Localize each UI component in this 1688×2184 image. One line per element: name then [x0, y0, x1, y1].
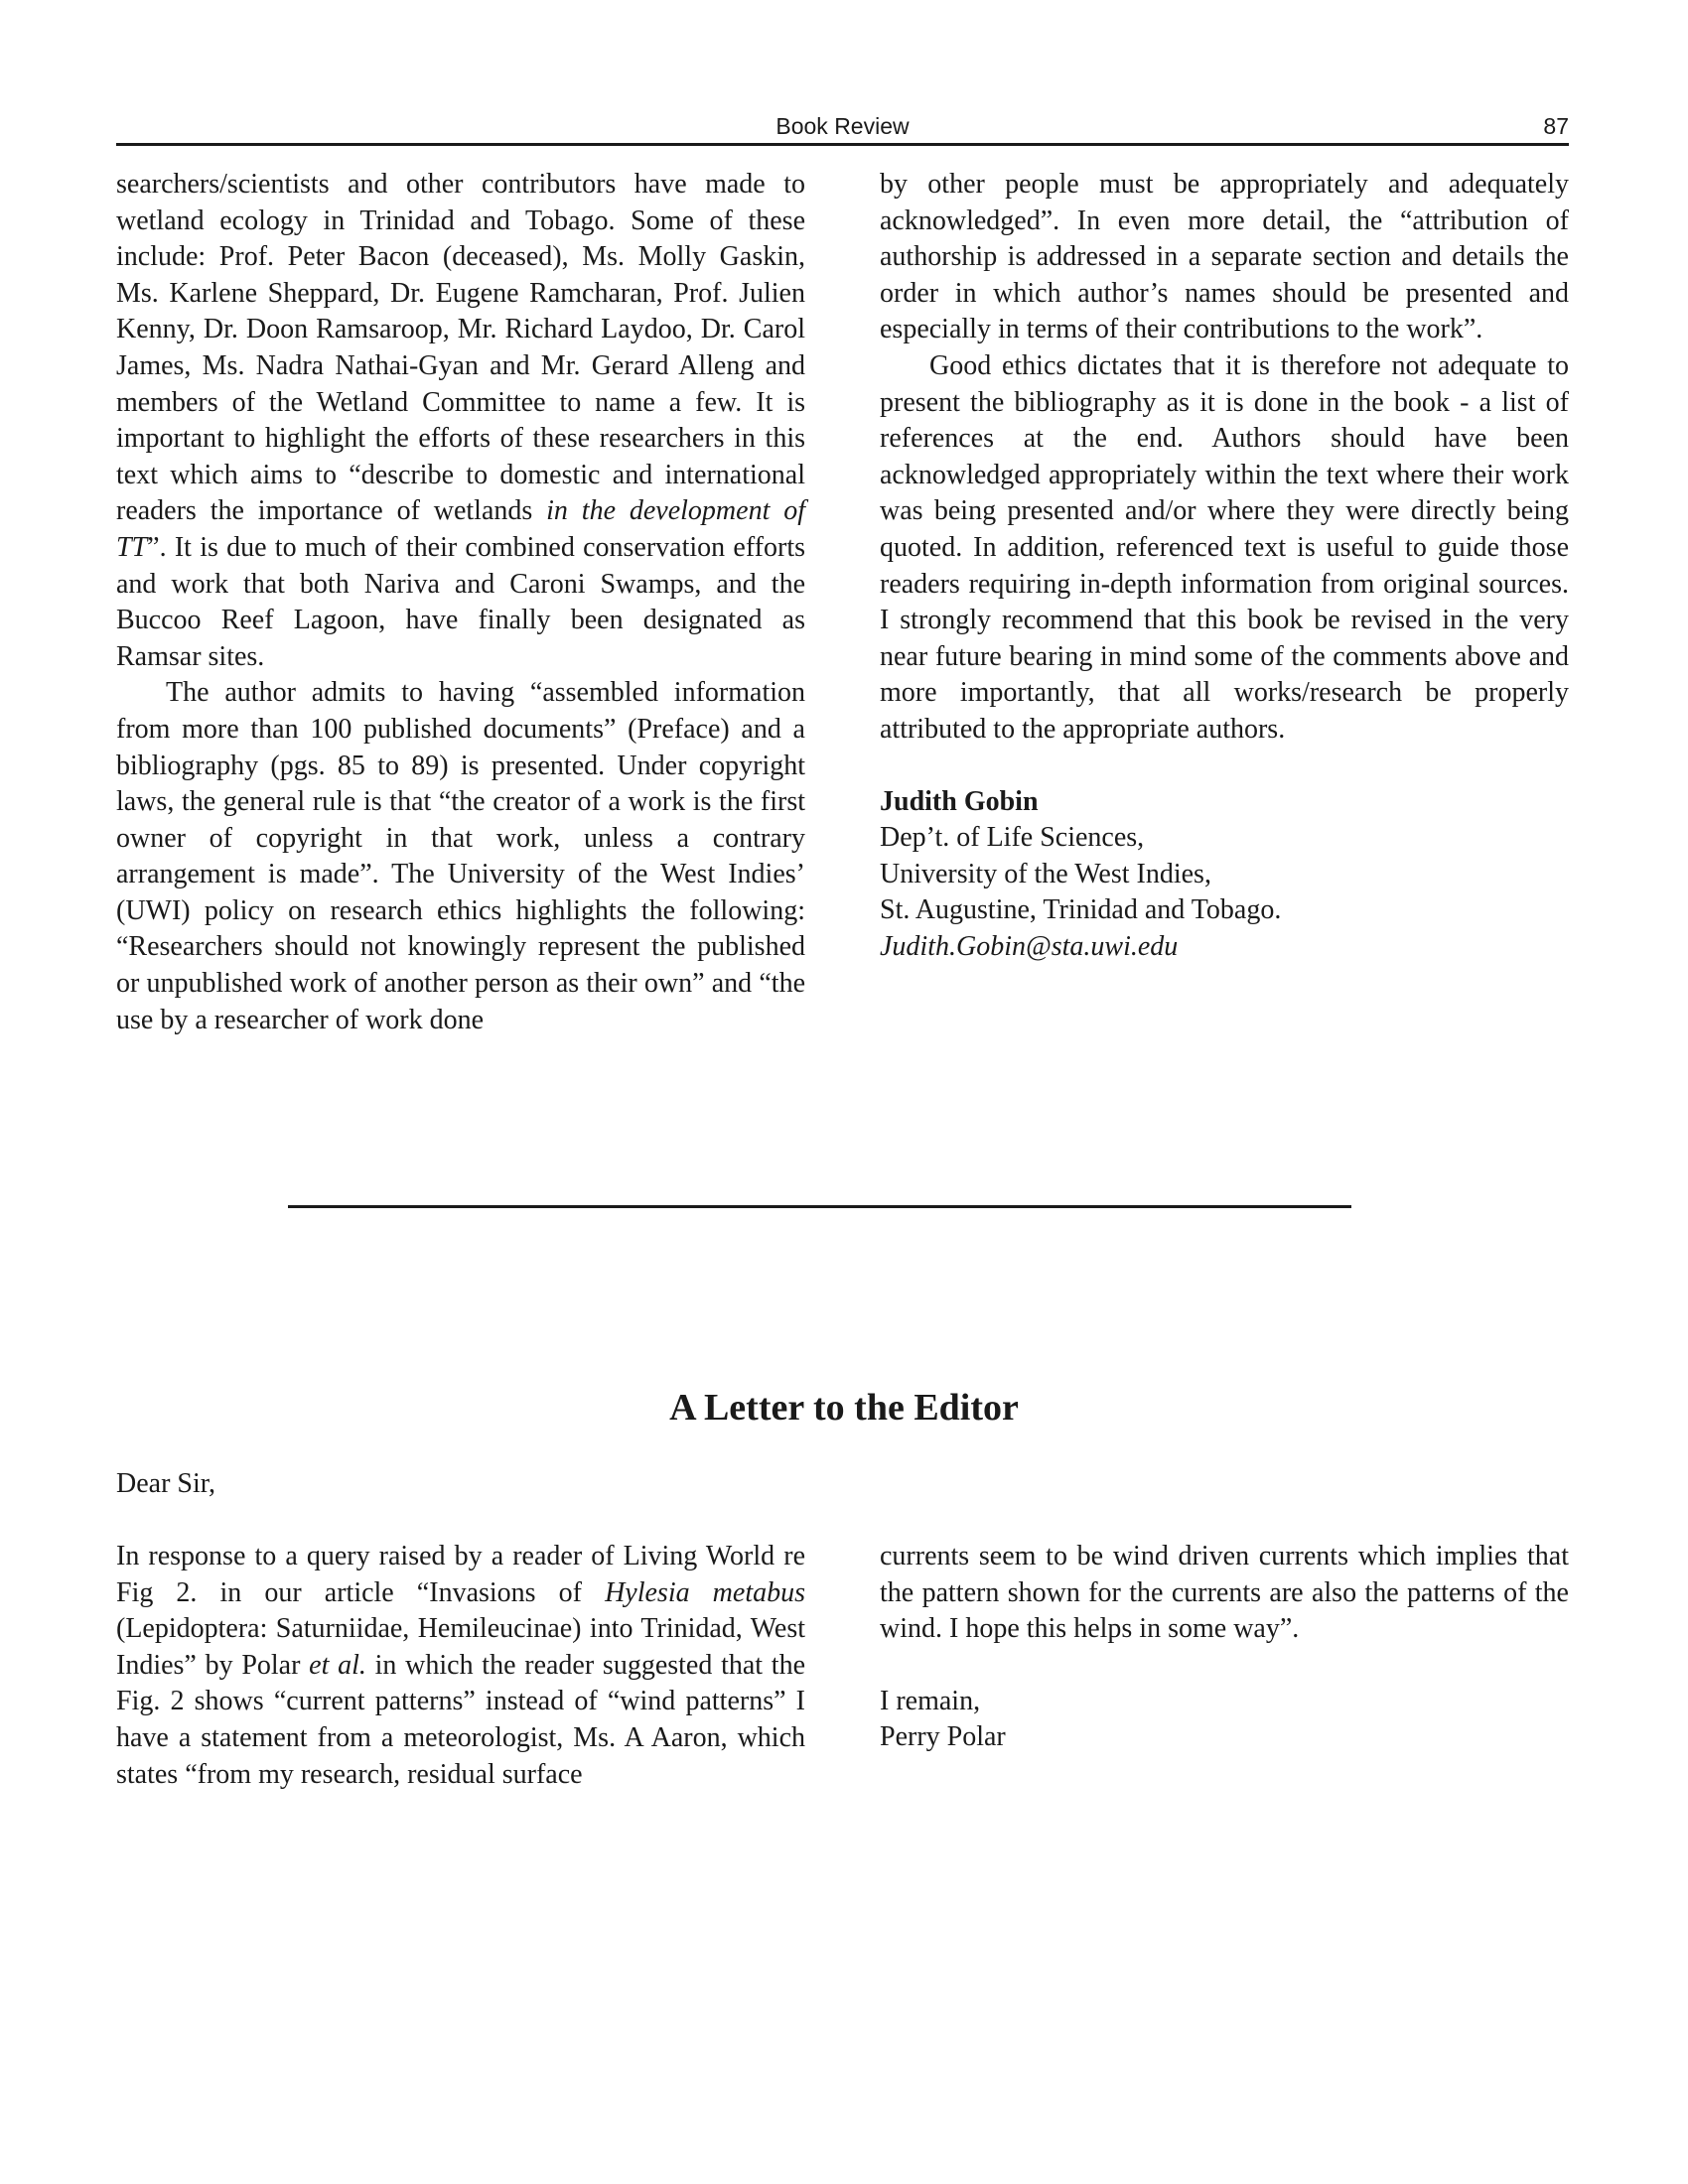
letter-author: Perry Polar: [880, 1721, 1006, 1753]
letter-title: A Letter to the Editor: [669, 1387, 1019, 1429]
reviewer-university: University of the West Indies,: [880, 858, 1211, 889]
closing-phrase: I remain,: [880, 1685, 981, 1716]
running-header-section: Book Review: [775, 113, 910, 139]
review-column-right: [880, 167, 1569, 965]
review-paragraph: searchers/scientists and other contributors have made to wetland ecology in Trinidad and Tobago. Some of these include: Prof. Peter Bacon (deceased), Ms. Molly Gaskin, Ms. Karlene Sheppard, Dr. Eugene Ramcharan, Prof. Julien Kenny, Dr. Doon Ramsaroop, Mr. Richard Laydoo, Dr. Carol James, Ms. Nadra Nathai-Gyan and Mr. Gerard Alleng and members of the Wetland Committee to name a few. It is important to highlight the efforts of these researchers in this text which aims to “describe to domestic and international readers the importance of wetlands in the development of TT”. It is due to much of their combined conservation efforts and work that both Nariva and Caroni Swamps, and the Buccoo Reef Lagoon, have finally been designated as Ramsar sites.: [116, 169, 805, 672]
reviewer-name: Judith Gobin: [880, 785, 1039, 817]
review-paragraph: Good ethics dictates that it is therefore not adequate to present the bibliography as it is done in the book - a list of references at the end. Authors should have been acknowledged appropriately within the text where their work was being presented and/or where they were directly being quoted. In addition, referenced text is useful to guide those readers requiring in-depth information from original sources. I strongly recommend that this book be revised in the very near future bearing in mind some of the comments above and more importantly, that all works/research be properly attributed to the appropriate authors.: [880, 349, 1569, 745]
page-number: 87: [1543, 113, 1569, 139]
species-name: Hylesia metabus: [605, 1576, 805, 1608]
letter-column-right: [880, 1539, 1569, 1756]
review-column-left: [116, 167, 805, 1038]
et-al: et al.: [309, 1649, 366, 1681]
reviewer-location: St. Augustine, Trinidad and Tobago.: [880, 894, 1282, 926]
letter-paragraph: currents seem to be wind driven currents which implies that the pattern shown for the currents are also the patterns of the wind. I hope this helps in some way”.: [880, 1541, 1569, 1645]
letter-column-left: [116, 1539, 805, 1793]
italic-phrase: in the development of TT: [116, 495, 805, 563]
section-divider: [288, 1205, 1351, 1208]
reviewer-signature: [880, 784, 1569, 966]
review-paragraph: by other people must be appropriately and adequately acknowledged”. In even more detail, the “attribution of authorship is addressed in a separate section and details the order in which author’s names should be presented and especially in terms of their contributions to the work”.: [880, 169, 1569, 345]
review-paragraph: The author admits to having “assembled information from more than 100 published documents” (Preface) and a bibliography (pgs. 85 to 89) is presented. Under copyright laws, the general rule is that “the creator of a work is the first owner of copyright in that work, unless a contrary arrangement is made”. The University of the West Indies’ (UWI) policy on research ethics highlights the following: “Researchers should not knowingly represent the published or unpublished work of another person as their own” and “the use by a researcher of work done: [116, 677, 805, 1035]
letter-closing: [880, 1684, 1569, 1756]
reviewer-email: Judith.Gobin@sta.uwi.edu: [880, 930, 1179, 962]
running-header: [116, 111, 1569, 146]
reviewer-department: Dep’t. of Life Sciences,: [880, 822, 1145, 854]
letter-salutation: Dear Sir,: [116, 1468, 215, 1499]
letter-paragraph: In response to a query raised by a reader of Living World re Fig 2. in our article “Invasions of Hylesia metabus (Lepidoptera: Saturniidae, Hemileucinae) into Trinidad, West Indies” by Polar et al. in which the reader suggested that the Fig. 2 shows “current patterns” instead of “wind patterns” I have a statement from a meteorologist, Ms. A Aaron, which states “from my research, residual surface: [116, 1541, 806, 1790]
